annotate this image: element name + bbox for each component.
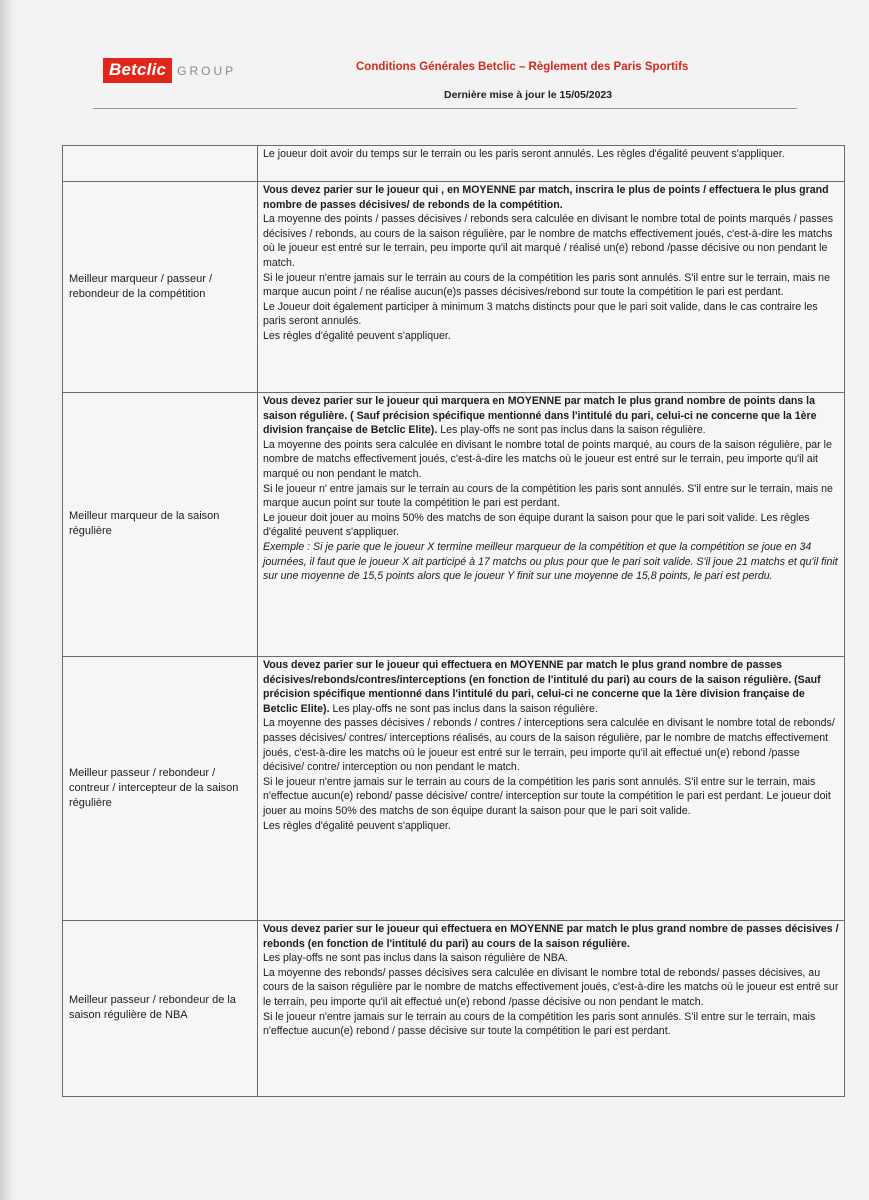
- row-label: Meilleur passeur / rebondeur de la saison régulière de NBA: [63, 921, 258, 1097]
- table-row: [63, 182, 845, 393]
- row-content: [258, 657, 845, 921]
- logo-brand: Betclic: [103, 58, 172, 83]
- rule-paragraph: Si le joueur n' entre jamais sur le terrain au cours de la compétition les paris sont annulés. S'il entre sur le terrain, mais ne marque aucun point sur toute la compétition le pari est perdant.: [263, 482, 833, 510]
- logo-group-text: GROUP: [177, 63, 237, 78]
- page-shadow-edge: [0, 0, 14, 1200]
- rule-bold-intro: Vous devez parier sur le joueur qui effectuera en MOYENNE par match le plus grand nombre de passes décisives/rebonds/contres/interceptions (en fonction de l'intitulé du pari) au cours de la saison régulière. (Sauf précision spécifique mentionné dans l'intitulé du pari, celui-ci ne concerne que la 1ère division française de Betclic Elite).: [263, 659, 821, 715]
- rule-paragraph: Le joueur doit avoir du temps sur le terrain ou les paris seront annulés. Les règles d'égalité peuvent s'appliquer.: [263, 148, 785, 160]
- row-label: Meilleur passeur / rebondeur / contreur / intercepteur de la saison régulière: [63, 657, 258, 921]
- betclic-group-logo: [103, 58, 236, 83]
- row-content: [258, 146, 845, 182]
- table-row: [63, 393, 845, 657]
- rule-bold-intro: Vous devez parier sur le joueur qui , en MOYENNE par match, inscrira le plus de points / effectuera le plus grand nombre de passes décisives/ de rebonds de la compétition.: [263, 184, 829, 211]
- last-updated-date: Dernière mise à jour le 15/05/2023: [444, 89, 613, 101]
- rule-paragraph: Le Joueur doit également participer à minimum 3 matchs distincts pour que le pari soit valide, dans le cas contraire les paris seront annulés.: [263, 300, 818, 328]
- rule-paragraph: Les règles d'égalité peuvent s'appliquer.: [263, 819, 451, 832]
- table-row: [63, 657, 845, 921]
- header-divider: [93, 108, 797, 109]
- rule-intro: [263, 658, 840, 716]
- rule-paragraph: La moyenne des rebonds/ passes décisives sera calculée en divisant le nombre total de rebonds/ passes décisives, au cours de la saison régulière par le nombre de matchs effectivement joués, c'est-à-dire les matchs où le joueur est entré sur le terrain, peu importe qu'il ait effectué un(e) rebond /passe décisive ou non pendant le match.: [263, 966, 839, 1008]
- row-content: [258, 393, 845, 657]
- table-row: [63, 921, 845, 1097]
- rule-paragraph: Les play-offs ne sont pas inclus dans la saison régulière de NBA.: [263, 952, 568, 965]
- rule-paragraph: La moyenne des points sera calculée en divisant le nombre total de points marqué, au cours de la saison régulière, par le nombre de matchs effectivement joués, c'est-à-dire les matchs où le joueur est entré sur le terrain, peu importe qu'il ait marqué ou non pendant le match.: [263, 438, 832, 480]
- table-row: [63, 146, 845, 182]
- rule-intro-tail: Les play-offs ne sont pas inclus dans la saison régulière.: [329, 702, 598, 715]
- rule-paragraph: Le joueur doit jouer au moins 50% des matchs de son équipe durant la saison pour que le pari soit valide. Les règles d'égalité peuvent s'appliquer.: [263, 511, 810, 539]
- rule-paragraph: Si le joueur n'entre jamais sur le terrain au cours de la compétition les paris sont annulés. S'il entre sur le terrain, mais n'effectue aucun(e) rebond/ passe décisive/ contre/ interception sur toute la compétition le pari est perdant. Le joueur doit jouer au moins 50% des matchs de son équipe durant la saison pour que le pari soit valide.: [263, 775, 831, 817]
- row-content: [258, 182, 845, 393]
- rule-example: Exemple : Si je parie que le joueur X termine meilleur marqueur de la compétition et que la compétition se joue en 34 journées, il faut que le joueur X ait participé à 17 matchs ou plus pour que le pari soit valide. S'il joue 21 matchs et qu'il finit sur une moyenne de 15,5 points alors que le joueur Y finit sur une moyenne de 15,8 points, le pari est perdu.: [263, 540, 838, 583]
- row-label: Meilleur marqueur de la saison régulière: [63, 393, 258, 657]
- rule-paragraph: La moyenne des points / passes décisives / rebonds sera calculée en divisant le nombre total de points marqués / passes décisives / rebonds, au cours de la saison régulière, par le nombre de matchs effectivement joués, c'est-à-dire les matchs où le joueur est entré sur le terrain, peu importe qu'il ait marqué / réalisé un(e) rebond /passe décisive ou non pendant le match.: [263, 213, 834, 269]
- rule-intro-tail: Les play-offs ne sont pas inclus dans la saison régulière.: [437, 424, 706, 437]
- rule-paragraph: La moyenne des passes décisives / rebonds / contres / interceptions sera calculée en divisant le nombre total de rebonds/ passes décisives/ contres/ interceptions réalisés, au cours de la saison régulière, par le nombre de matchs effectivement joués, c'est-à-dire les matchs où le joueur est entré sur le terrain, peu importe qu'il ait effectué un(e) rebond /passe décisive/ contre/ interception ou non pendant le match.: [263, 717, 835, 774]
- rule-intro: [263, 394, 840, 438]
- rule-paragraph: Les règles d'égalité peuvent s'appliquer.: [263, 329, 451, 342]
- rule-bold-intro: Vous devez parier sur le joueur qui marquera en MOYENNE par match le plus grand nombre de points dans la saison régulière. ( Sauf précision spécifique mentionné dans l'intitulé du pari, celui-ci ne concerne que la 1ère division française de Betclic Elite).: [263, 395, 817, 437]
- rule-paragraph: Si le joueur n'entre jamais sur le terrain au cours de la compétition les paris sont annulés. S'il entre sur le terrain, mais n'effectue aucun(e) rebond / passe décisive sur toute la compétition le pari est perdant.: [263, 1010, 816, 1038]
- document-header: [0, 0, 869, 140]
- rules-table: [62, 145, 845, 1097]
- document-title: Conditions Générales Betclic – Règlement des Paris Sportifs: [356, 61, 689, 73]
- row-content: [258, 921, 845, 1097]
- row-label: [63, 146, 258, 182]
- rule-bold-intro: Vous devez parier sur le joueur qui effectuera en MOYENNE par match le plus grand nombre de passes décisives / rebonds (en fonction de l'intitulé du pari) au cours de la saison régulière.: [263, 923, 839, 950]
- row-label: Meilleur marqueur / passeur / rebondeur de la compétition: [63, 182, 258, 393]
- rule-paragraph: Si le joueur n'entre jamais sur le terrain au cours de la compétition les paris sont annulés. S'il entre sur le terrain, mais ne marque aucun point / ne réalise aucun(e)s passes décisives/rebond sur toute la compétition le pari est perdant.: [263, 271, 830, 299]
